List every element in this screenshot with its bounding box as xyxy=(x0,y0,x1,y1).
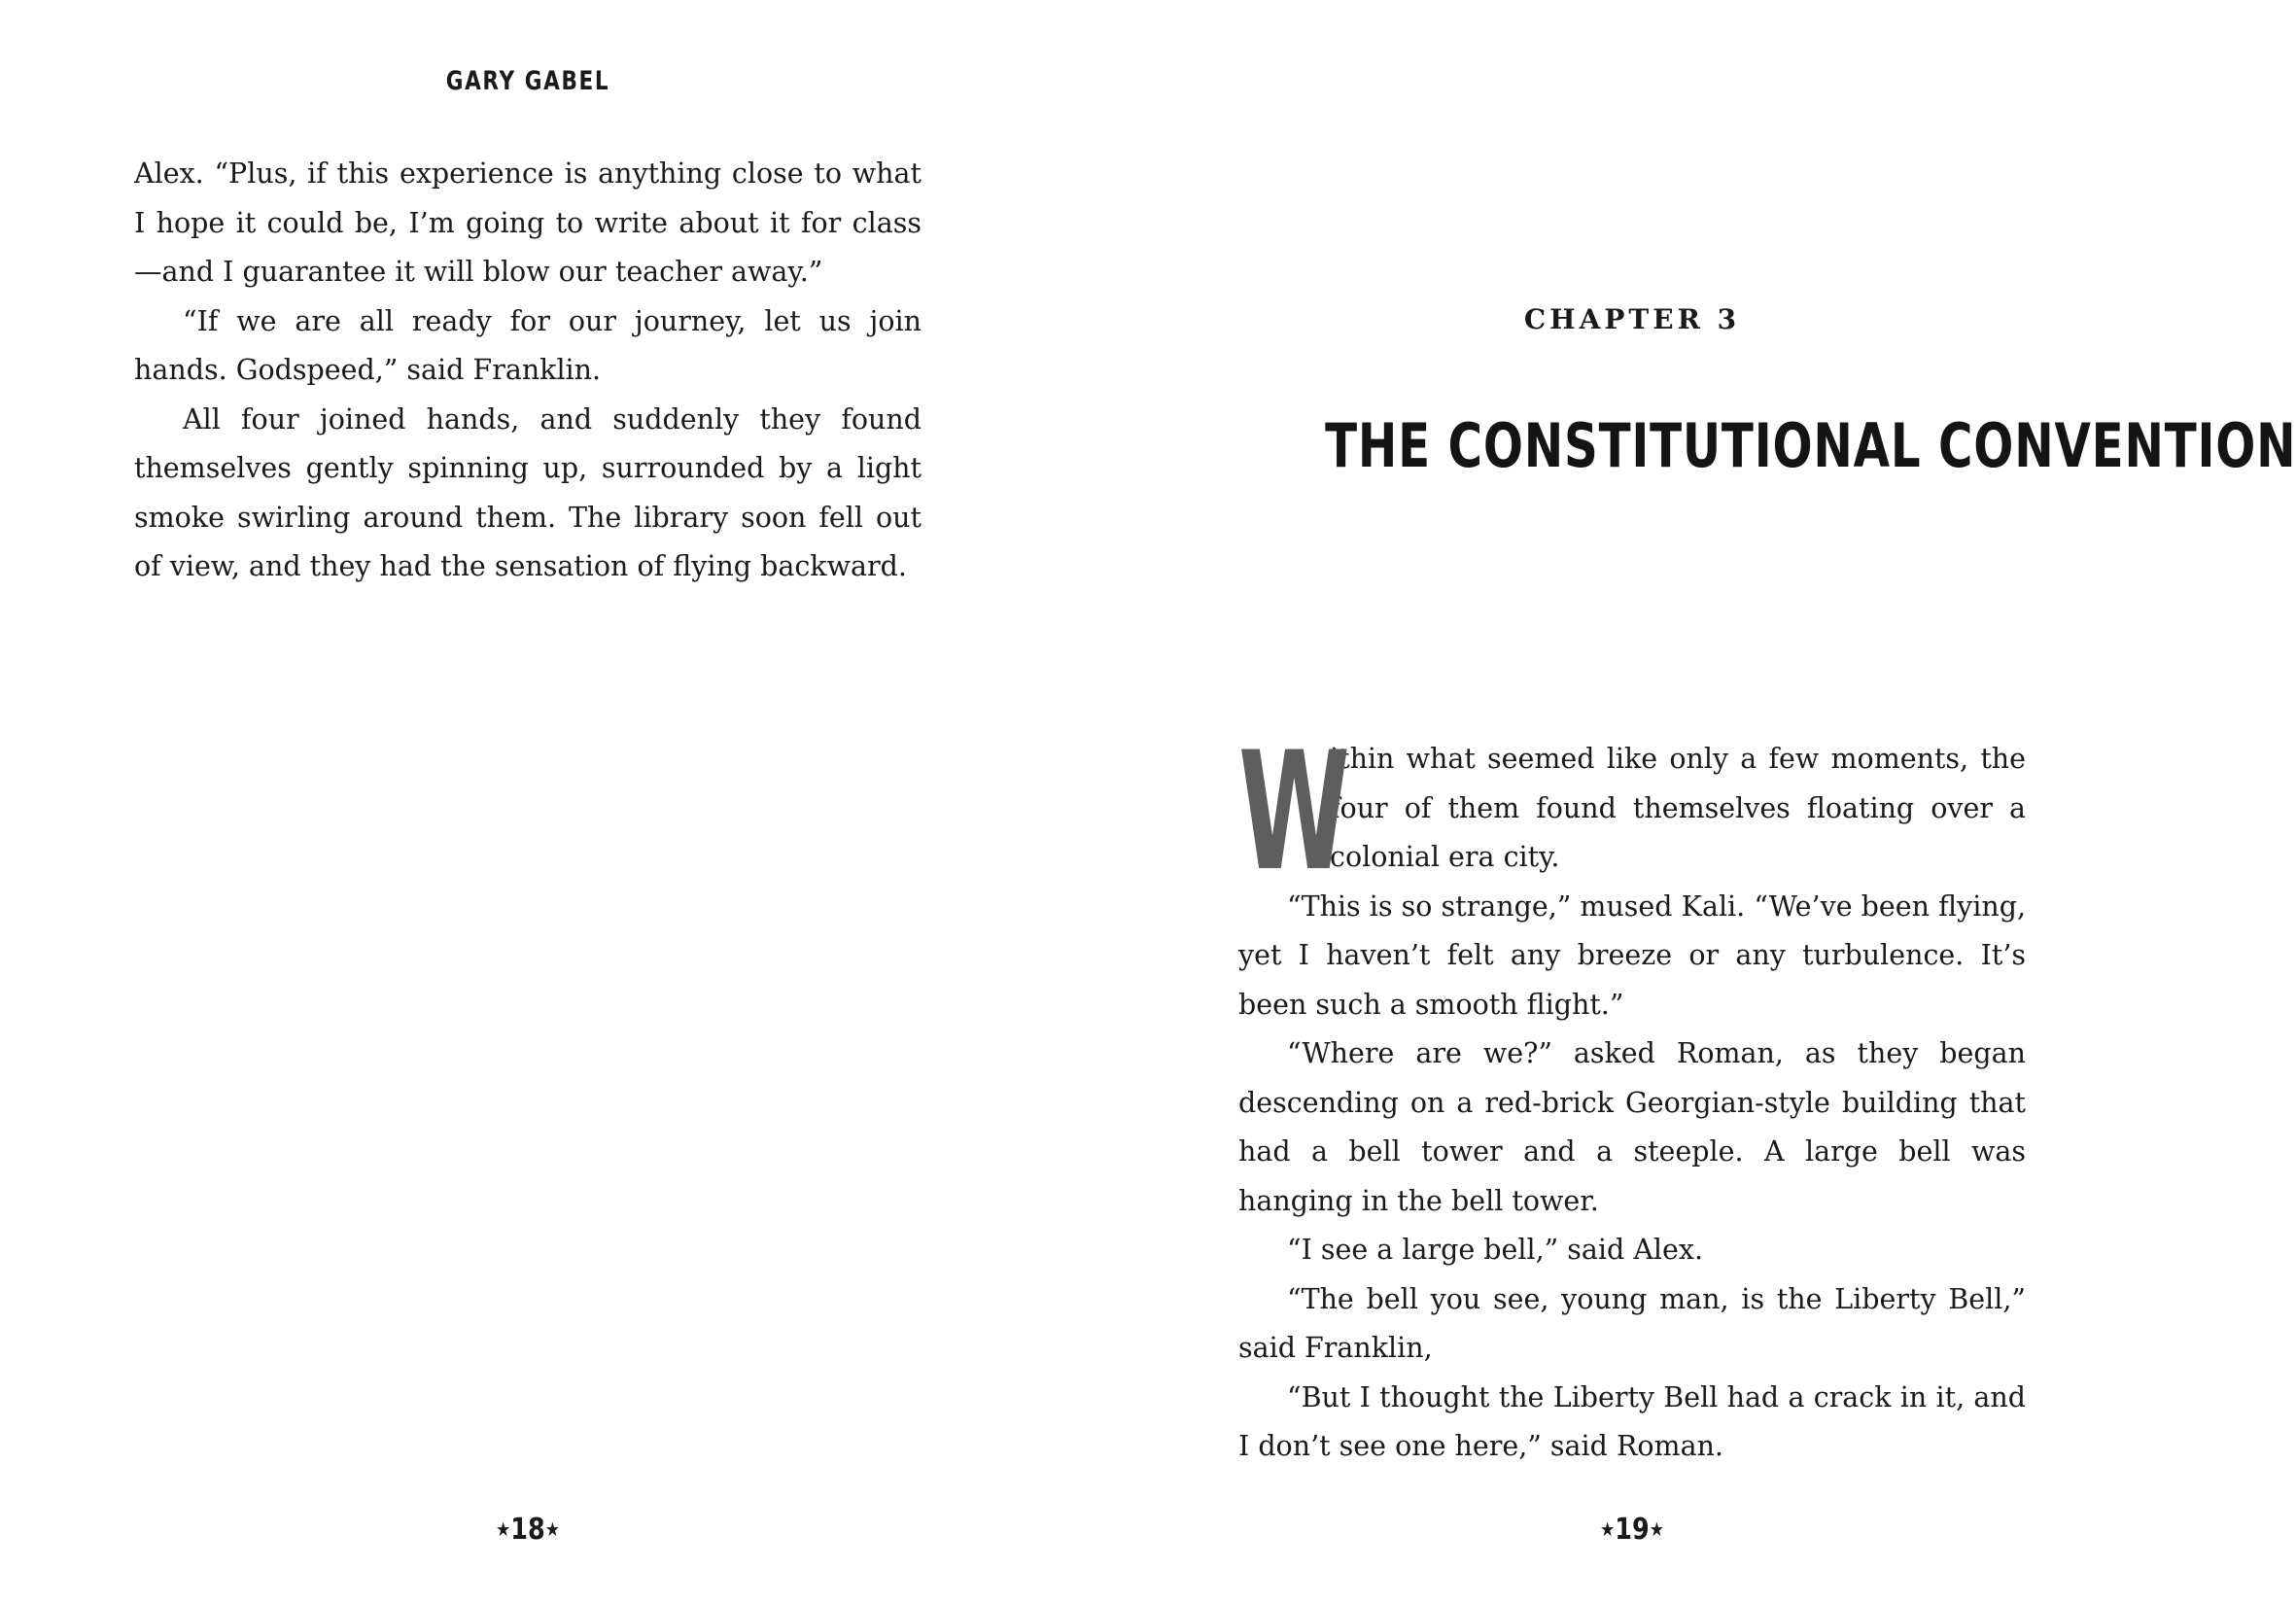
paragraph: “But I thought the Liberty Bell had a crack in it, and I don’t see one here,” said Roman. xyxy=(1238,1380,2026,1462)
paragraph: “I see a large bell,” said Alex. xyxy=(1287,1234,1704,1266)
right-page xyxy=(1069,0,2296,1604)
star-ornament-icon: ★ xyxy=(1649,1517,1664,1541)
chapter-label: CHAPTER 3 xyxy=(1523,303,1741,335)
chapter-title: THE CONSTITUTIONAL CONVENTION xyxy=(1325,410,2296,481)
drop-cap-letter: W xyxy=(1238,716,1350,907)
page-number: 19 xyxy=(1615,1513,1650,1547)
left-page xyxy=(0,0,1069,1604)
page-number: 18 xyxy=(510,1513,545,1547)
star-ornament-icon: ★ xyxy=(496,1517,511,1541)
page-number-left xyxy=(445,1513,610,1547)
right-page-body xyxy=(1238,716,2026,1472)
paragraph: All four joined hands, and suddenly they found themselves gently spinning up, surrounded by a light smoke swirling around them. The library soon fell out of view, and they had the sensation of flying backward. xyxy=(134,402,922,582)
paragraph: “This is so strange,” mused Kali. “We’ve been flying, yet I haven’t felt any breeze or any turbulence. It’s been such a smooth flight.” xyxy=(1238,889,2026,1021)
drop-cap xyxy=(1238,716,1350,907)
paragraph: “If we are all ready for our journey, let us join hands. Godspeed,” said Franklin. xyxy=(134,304,922,386)
opening-paragraph-text: ithin what seemed like only a few moments, the four of them found themselves floating over a colonial era city. xyxy=(1330,743,2026,873)
star-ornament-icon: ★ xyxy=(544,1517,560,1541)
paragraph: Alex. “Plus, if this experience is anything close to what I hope it could be, I’m going to write about it for class—and I guarantee it will blow our teacher away.” xyxy=(134,157,922,288)
opening-paragraph xyxy=(1238,716,2026,907)
page-number-right xyxy=(1549,1513,1715,1547)
paragraph: “Where are we?” asked Roman, as they began descending on a red-brick Georgian-style building that had a bell tower and a steeple. A large bell was hanging in the bell tower. xyxy=(1238,1037,2026,1217)
star-ornament-icon: ★ xyxy=(1600,1517,1616,1541)
running-head-author: GARY GABEL xyxy=(445,66,610,96)
left-page-body xyxy=(134,150,922,592)
paragraph: “The bell you see, young man, is the Liberty Bell,” said Franklin, xyxy=(1238,1282,2026,1364)
